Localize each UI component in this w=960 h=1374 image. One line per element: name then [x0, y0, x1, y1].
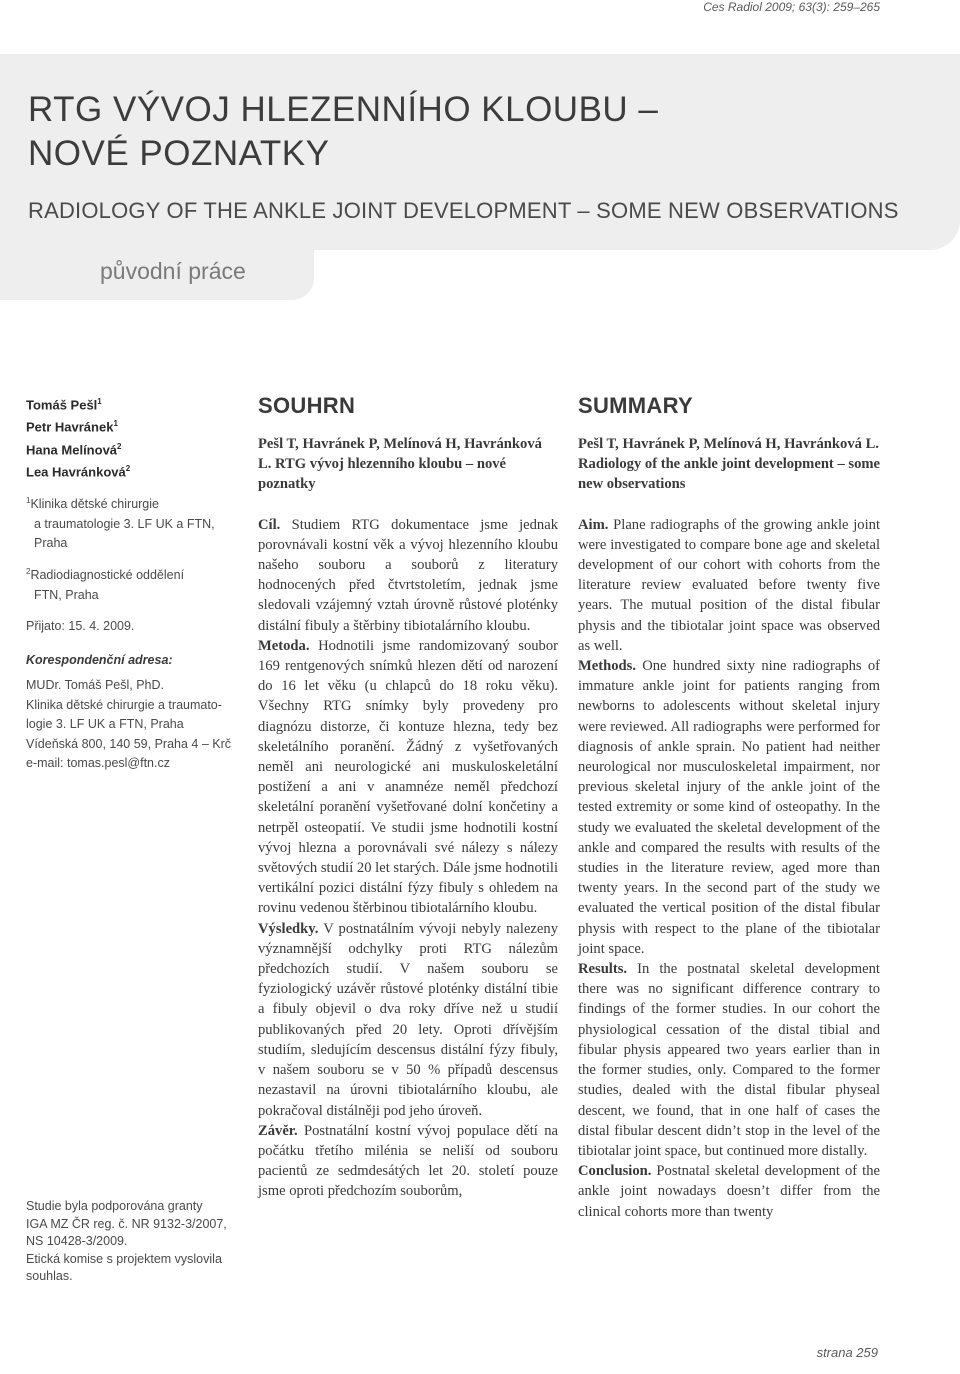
funding-line: Studie byla podporována granty — [26, 1199, 203, 1213]
funding-note — [26, 1198, 238, 1286]
journal-reference: Ces Radiol 2009; 63(3): 259–265 — [703, 0, 880, 14]
correspondence-heading: Korespondenční adresa: — [26, 652, 173, 667]
souhrn-column — [258, 392, 558, 1202]
correspondence-line: Vídeňská 800, 140 59, Praha 4 – Krč — [26, 736, 231, 751]
article-title-english: RADIOLOGY OF THE ANKLE JOINT DEVELOPMENT – SOME NEW OBSERVATIONS — [28, 198, 899, 223]
funding-line: souhlas. — [26, 1269, 73, 1283]
summary-paragraph: Conclusion. Postnatal skeletal development of the ankle joint nowadays doesn’t differ from the clinical cohorts more than twenty — [578, 1163, 880, 1220]
author-info-column — [26, 392, 238, 774]
summary-citation: Pešl T, Havránek P, Melínová H, Havránková L. Radiology of the ankle joint development – some new observations — [578, 436, 881, 493]
article-title-czech — [28, 88, 658, 176]
correspondence-line: Klinika dětské chirurgie a traumato- — [26, 697, 222, 712]
souhrn-heading: SOUHRN — [258, 393, 356, 418]
souhrn-citation: Pešl T, Havránek P, Melínová H, Havránková L. RTG vývoj hlezenního kloubu – nové poznatky — [258, 436, 542, 493]
souhrn-paragraph: Závěr. Postnatální kostní vývoj populace dětí na počátku třetího milénia se neliší od souboru pacientů ze sedmdesátých let 20. století pouze jsme oproti předchozím souborům, — [258, 1122, 558, 1200]
article-type-label: původní práce — [100, 258, 246, 284]
summary-column — [578, 392, 880, 1222]
title-line-1: RTG VÝVOJ HLEZENNÍHO KLOUBU – — [28, 90, 659, 129]
received-date: Přijato: 15. 4. 2009. — [26, 619, 135, 634]
summary-paragraph: Results. In the postnatal skeletal development there was no significant difference contrary to findings of the former studies. In our cohort the physiological cessation of the distal tibial and fibular physis appeared two years earlier than in the former studies, only. Compared to the former studies, dealed with the distal fibular physeal descent, we found, that in one half of cases the distal fibular descent didn’t stop in the level of the tibiotalar joint space, but continued more distally. — [578, 961, 880, 1159]
page-number: strana 259 — [816, 1345, 878, 1360]
author-list — [26, 392, 238, 481]
summary-paragraph: Aim. Plane radiographs of the growing ankle joint were investigated to compare bone age and skeletal development of our cohort with cohorts from the literature review evaluated before twenty five years. The mutual position of the distal fibular physis and the tibiotalar joint space was observed as well. — [578, 516, 880, 654]
funding-line: IGA MZ ČR reg. č. NR 9132-3/2007, — [26, 1216, 227, 1231]
summary-heading: SUMMARY — [578, 393, 693, 418]
souhrn-paragraph: Metoda. Hodnotili jsme randomizovaný soubor 169 rentgenových snímků hlezen dětí od narození do 16 let věku (u chlapců do 18 roku věku). Všechny RTG snímky byly provedeny pro diagnózu distorze, či kontuze hlezna, tedy bez skeletálního poranění. Žádný z vyšetřovaných neměl ani neurologické ani muskuloskeletální postižení a ani v anamnéze neměl předchozí skeletální poranění vyšetřované dolní končetiny a netrpěl osteopatií. Ve studii jsme hodnotili kostní vývoj hlezna a porovnávali své nálezy s nálezy světových studií 20 let starých. Dále jsme hodnotili vertikální pozici distální fýzy fibuly s ohledem na rovinu vedenou štěrbinou tibiotalárního kloubu. — [258, 637, 558, 917]
affiliation: $^1$Klinika dětské chirurgie a traumatologie 3. LF UK a FTN, Praha — [26, 496, 215, 551]
correspondence-address — [26, 676, 238, 774]
souhrn-paragraph: Cíl. Studiem RTG dokumentace jsme jednak porovnávali kostní věk a vývoj hlezenního kloubu našeho souboru a souborů z literatury hodnocených před čtvrtstoletím, jednak jsme sledovali vzájemný vztah úrovně růstové ploténky distální fibuly a štěrbiny tibiotalárního kloubu. — [258, 516, 558, 634]
correspondence-line: MUDr. Tomáš Pešl, PhD. — [26, 678, 165, 693]
souhrn-paragraph: Výsledky. V postnatálním vývoji nebyly nalezeny významnější odchylky proti RTG nálezům předchozích studií. V našem souboru se fyziologický uzávěr růstové ploténky distální tibie a fibuly objevil o dva roky dříve než u studií publikovaných před 20 lety. Oproti dřívějším studiím, sledujícím descensus distální fýzy fibuly, v našem souboru se v 50 % případů descensus nezastavil na úrovni tibiotalárního kloubu, ale pokračoval distálněji pod jeho úroveň. — [258, 920, 558, 1119]
author: Hana Melínová$^2$ — [26, 441, 122, 457]
correspondence-email[interactable]: e-mail: tomas.pesl@ftn.cz — [26, 756, 170, 771]
affiliations — [26, 491, 238, 605]
summary-paragraph: Methods. One hundred sixty nine radiographs of immature ankle joint for patients ranging from newborns to adolescents without skeletal injury were reviewed. All radiographs were performed for diagnosis of ankle sprain. No patient had neither neurological nor musculoskeletal impairment, nor previous skeletal injury of the ankle joint of the tested extremity or some kind of osteopathy. In the study we evaluated the skeletal development of the ankle and compared the results with results of the studies in the literature review, aged more than twenty years. In the second part of the study we evaluated the vertical position of the distal fibular physis with respect to the plane of the tibiotalar joint space. — [578, 658, 880, 957]
author: Tomáš Pešl$^1$ — [26, 397, 102, 413]
funding-line: NS 10428-3/2009. — [26, 1234, 128, 1248]
affiliation: $^2$Radiodiagnostické oddělení FTN, Praha — [26, 566, 185, 602]
author: Lea Havránková$^2$ — [26, 463, 131, 480]
correspondence-line: logie 3. LF UK a FTN, Praha — [26, 717, 184, 732]
title-line-2: NOVÉ POZNATKY — [28, 134, 330, 173]
funding-line: Etická komise s projektem vyslovila — [26, 1251, 222, 1266]
author: Petr Havránek$^1$ — [26, 419, 118, 435]
